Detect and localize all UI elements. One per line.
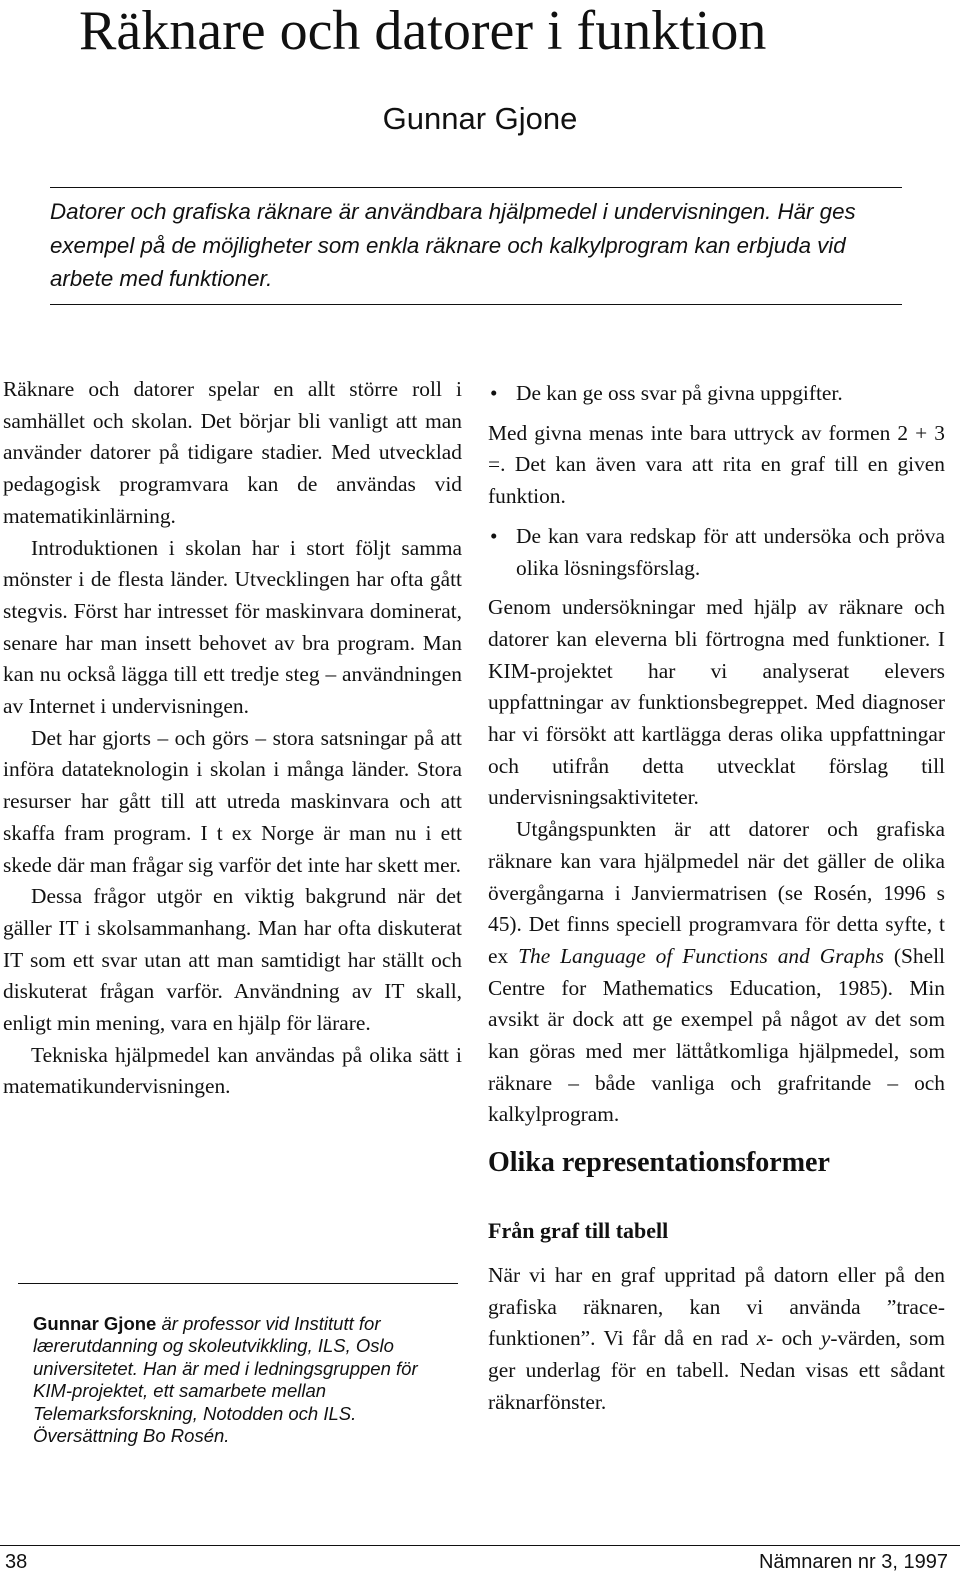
- paragraph: Med givna menas inte bara uttryck av formen 2 + 3 =. Det kan även vara att rita en graf till en given funktion.: [488, 420, 945, 509]
- page-number: 38: [5, 1551, 28, 1573]
- paragraph: [488, 814, 945, 1131]
- right-column: [488, 378, 945, 1131]
- paragraph: Genom undersökningar med hjälp av räknare och datorer kan eleverna bli förtrogna med funktioner. I KIM-projektet har vi analyserat elevers uppfattningar av funktionsbegreppet. Med diagnoser har vi försökt att kartlägga deras olika uppfattningar och utifrån detta utvecklat förslag till undervisningsaktiviteter.: [488, 595, 945, 810]
- text-run: -värden, som ger underlag för en tabell. Nedan visas ett sådant räknarfönster.: [488, 1326, 945, 1414]
- article-title: Räknare och datorer i funktion: [79, 0, 767, 62]
- abstract: Datorer och grafiska räknare är användbara hjälpmedel i undervisningen. Här ges exempel på de möjligheter som enkla räknare och kalkylprogram kan erbjuda vid arbete med funktioner.: [50, 199, 856, 292]
- paragraph: Det har gjorts – och görs – stora satsningar på att införa datateknologin i skolan i många länder. Stora resurser har gått till att utreda maskinvara och att skaffa fram program. I t ex Norge är man nu i ett skede där man frågar sig varför det inte har skett mer.: [3, 725, 462, 877]
- book-title: The Language of Functions and Graphs: [518, 943, 884, 968]
- author-footnote: [33, 1313, 453, 1447]
- abstract-bottom-rule: [50, 304, 902, 305]
- footnote-rule: [18, 1283, 458, 1284]
- section-heading: Olika representationsformer: [488, 1147, 830, 1178]
- bullet-item: [488, 378, 945, 410]
- math-y: y: [820, 1326, 831, 1351]
- paragraph: Dessa frågor utgör en viktig bakgrund när det gäller IT i skolsammanhang. Man har ofta diskuterat IT som ett svar utan att man samtidigt har ställt och diskuterat frågan varför. Användning av IT skall, enligt min mening, vara en hjälp för lärare.: [3, 884, 462, 1036]
- text-run: Utgångspunkten är att datorer och grafiska räknare kan vara hjälpmedel när det gäller de olika övergångarna i Janviermatrisen (se Rosén, 1996 s 45). Det finns speciell programvara för detta syfte, t ex: [488, 817, 945, 968]
- right-column-lower: [488, 1260, 945, 1419]
- paragraph: Tekniska hjälpmedel kan användas på olika sätt i matematikundervisningen.: [3, 1042, 462, 1099]
- math-x: x: [756, 1326, 767, 1351]
- bullet-icon: •: [490, 381, 498, 405]
- paragraph: [488, 1260, 945, 1419]
- text-run: (Shell Centre for Mathematics Education, 1985). Min avsikt är dock att ge exempel på något av det som kan göras med mer lättåtkomliga hjälpmedel, som räknare – både vanliga och grafritande – och kalkylprogram.: [488, 943, 945, 1127]
- footer-rule: [0, 1545, 960, 1546]
- subsection-heading: Från graf till tabell: [488, 1218, 669, 1243]
- bullet-text: De kan vara redskap för att undersöka och pröva olika lösningsförslag.: [516, 523, 945, 580]
- journal-name: Nämnaren nr 3, 1997: [758, 1551, 948, 1573]
- abstract-top-rule: [50, 187, 902, 188]
- footnote-text: är professor vid Institutt for lærerutdanning og skoleutvikkling, ILS, Oslo universitetet. Han är med i ledningsgruppen för KIM-projektet, ett samarbete mellan Telemarksforskning, Notodden och ILS.: [33, 1313, 418, 1424]
- text-run: - och: [766, 1326, 821, 1351]
- bullet-text: De kan ge oss svar på givna uppgifter.: [516, 381, 843, 405]
- text-run: När vi har en graf uppritad på datorn eller på den grafiska räknaren, kan vi använda ”trace-funktionen”. Vi får då en rad: [488, 1263, 945, 1351]
- translation-credit: Översättning Bo Rosén.: [33, 1425, 230, 1447]
- paragraph: Introduktionen i skolan har i stort följt samma mönster i de flesta länder. Utvecklingen har ofta gått stegvis. Först har intresset för maskinvara dominerat, senare har man insett behovet av bra program. Man kan nu också lägga till ett tredje steg – användningen av Internet i undervisningen.: [3, 535, 462, 719]
- bullet-item: [488, 521, 945, 584]
- bullet-icon: •: [490, 523, 498, 548]
- paragraph: Räknare och datorer spelar en allt större roll i samhället och skolan. Det börjar bli vanligt att man använder datorer på tidigare stadier. Med utvecklad pedagogisk programvara kan de användas vid matematikinlärning.: [3, 377, 462, 528]
- left-column: [3, 374, 462, 1103]
- author-name: Gunnar Gjone: [382, 101, 578, 136]
- footnote-author: Gunnar Gjone: [33, 1313, 157, 1334]
